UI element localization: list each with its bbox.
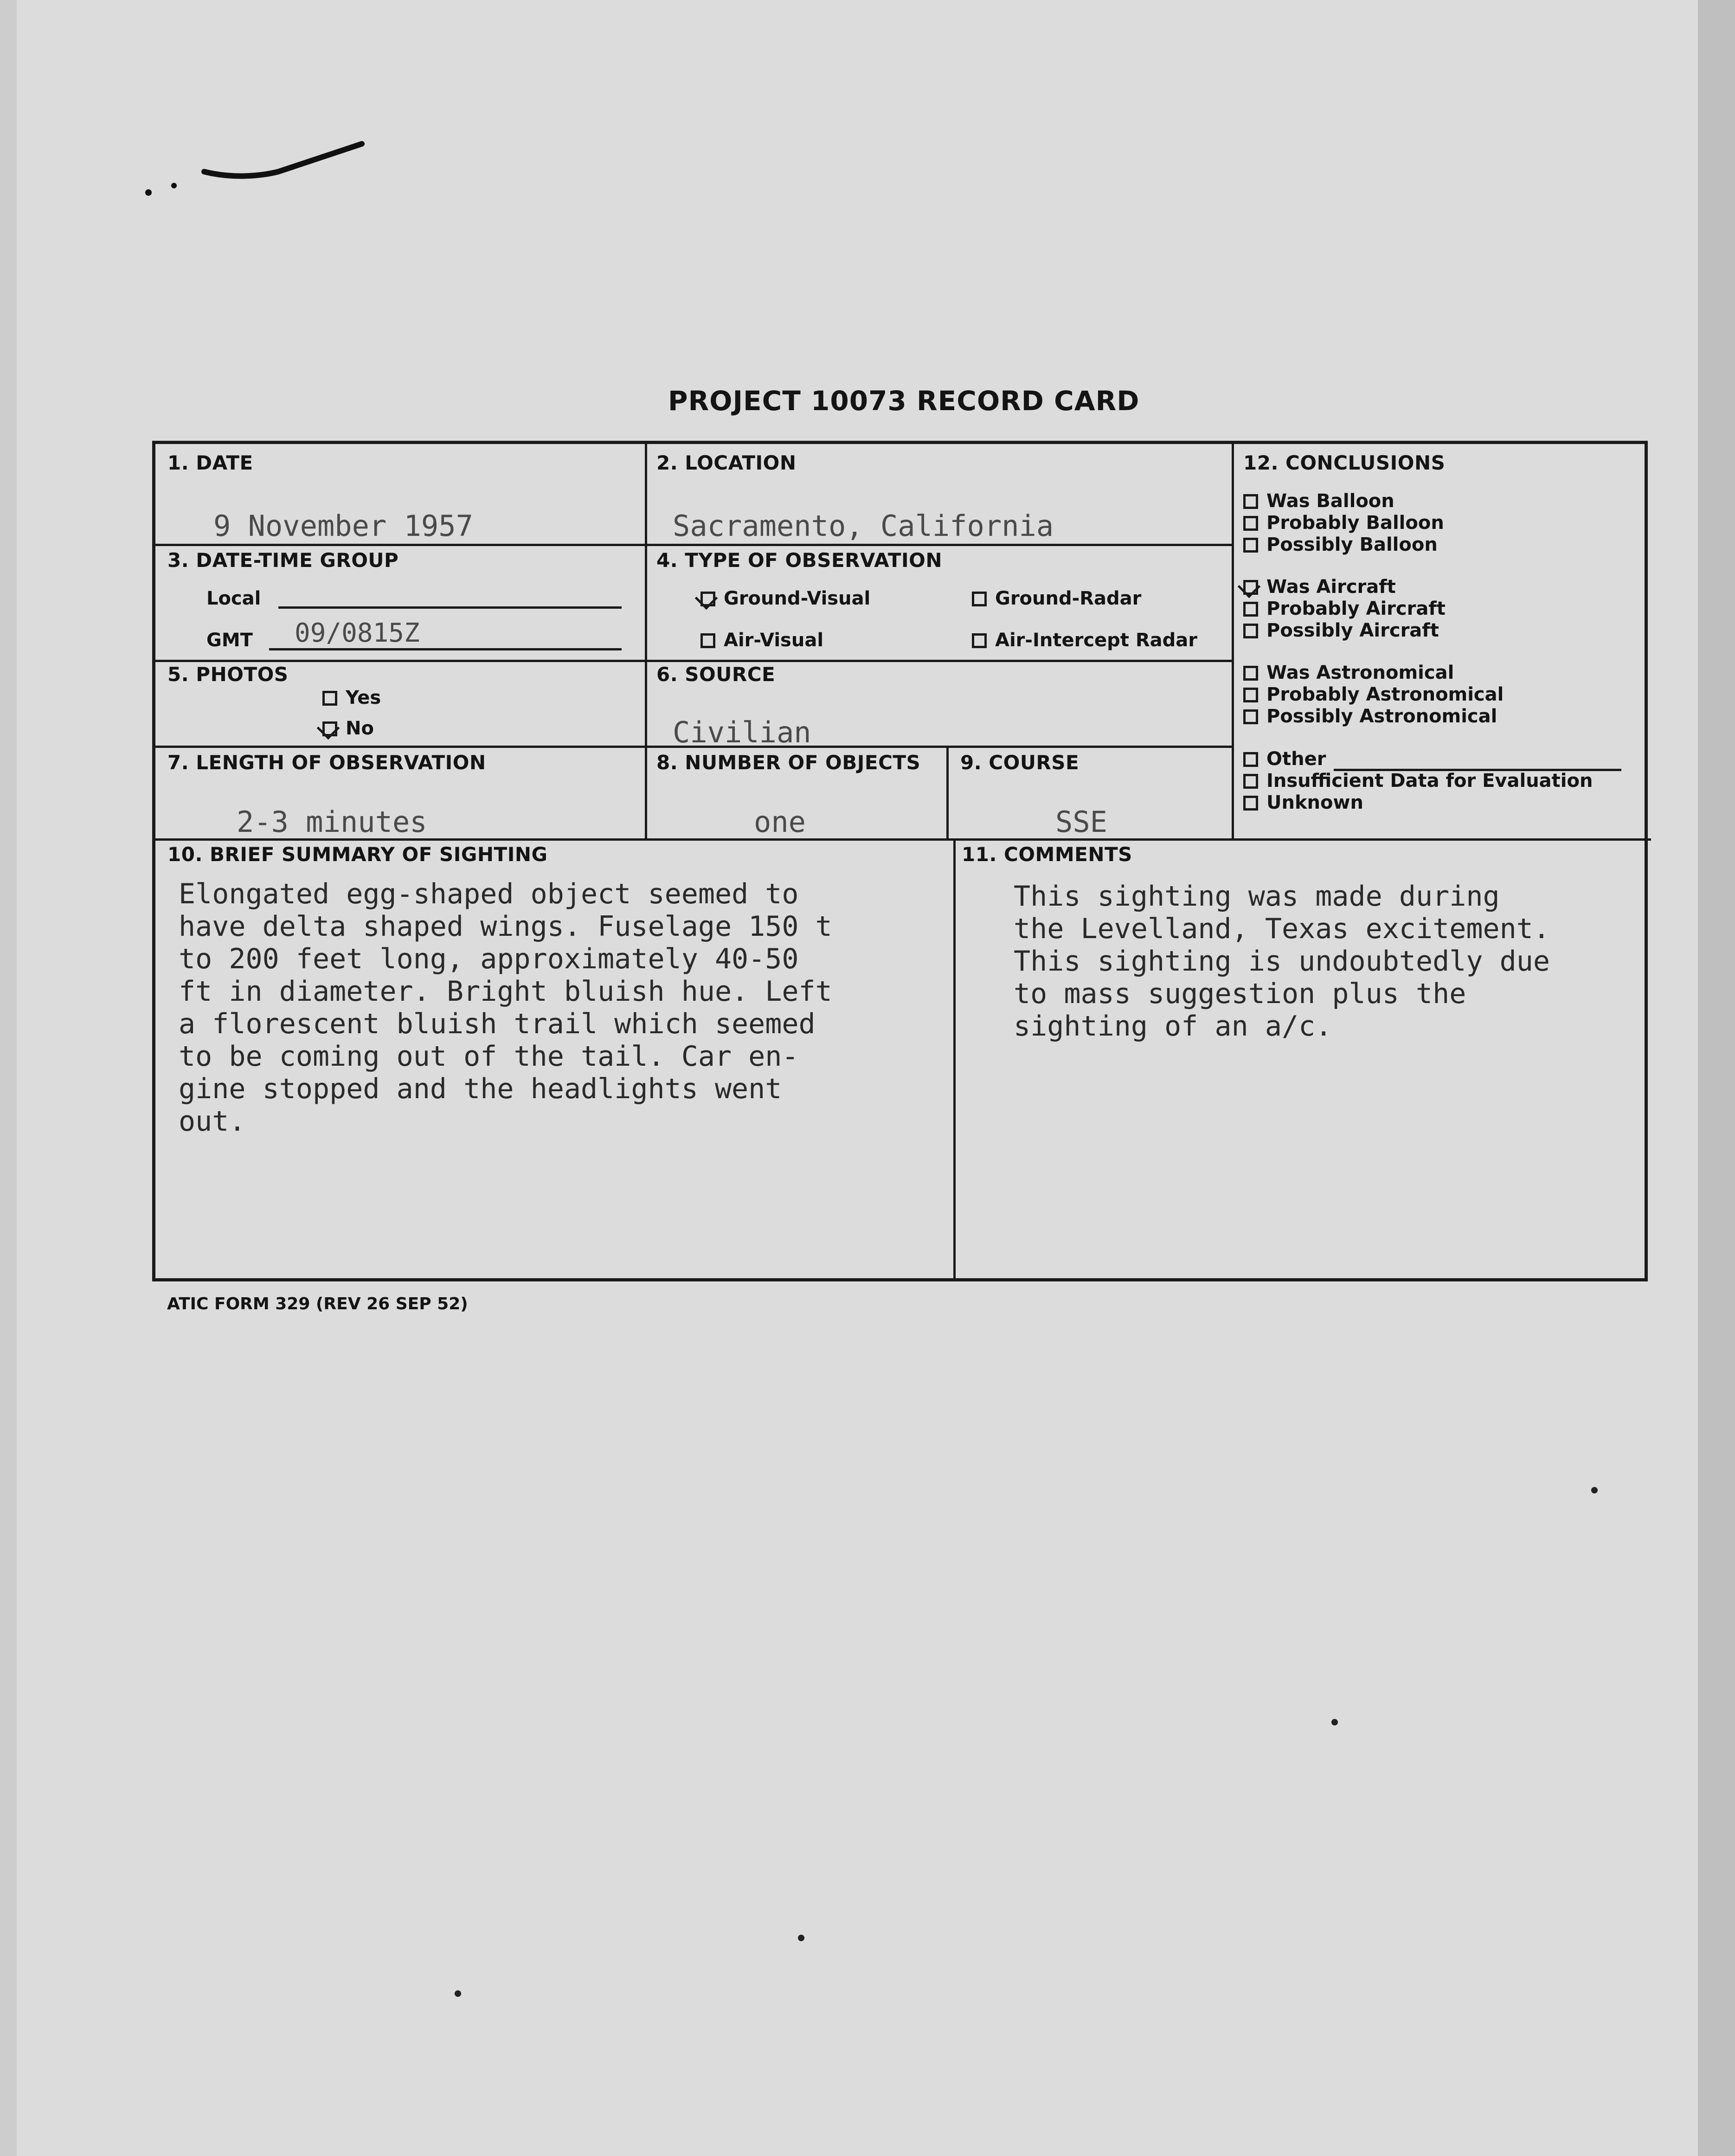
form-id: ATIC FORM 329 (REV 26 SEP 52): [167, 1294, 468, 1313]
record-card: [152, 441, 1648, 1281]
conclusion-label: Probably Astronomical: [1266, 684, 1504, 705]
comments-line: the Levelland, Texas excitement.: [1014, 913, 1550, 945]
speck: [798, 1935, 804, 1941]
comments-line: This sighting is undoubtedly due: [1014, 945, 1550, 978]
photos-yes-checkbox[interactable]: [322, 691, 337, 706]
summary-line: a florescent bluish trail which seemed: [179, 1008, 816, 1040]
conclusion-checkbox[interactable]: [1243, 580, 1258, 595]
grid-line: [155, 544, 1232, 546]
conclusion-label: Insufficient Data for Evaluation: [1266, 770, 1593, 792]
dtg-local-label: Local: [206, 588, 261, 609]
conclusion-label: Probably Aircraft: [1266, 598, 1446, 619]
comments-line: sighting of an a/c.: [1014, 1010, 1332, 1043]
conclusion-label: Possibly Aircraft: [1266, 620, 1439, 641]
conclusion-checkbox[interactable]: [1243, 774, 1258, 789]
summary-line: to 200 feet long, approximately 40-50: [179, 943, 799, 975]
grid-line: [946, 746, 949, 841]
conclusion-checkbox[interactable]: [1243, 688, 1258, 702]
dtg-local-line: [278, 606, 622, 609]
conclusion-checkbox[interactable]: [1243, 602, 1258, 617]
length-label: 7. LENGTH OF OBSERVATION: [167, 751, 486, 774]
source-label: 6. SOURCE: [656, 663, 776, 686]
scan-edge-left: [0, 0, 17, 2156]
comments-text: [1014, 880, 1550, 1043]
length-value: 2-3 minutes: [237, 805, 427, 839]
location-value: Sacramento, California: [673, 509, 1054, 543]
air-intercept-radar-label: Air-Intercept Radar: [995, 630, 1197, 651]
ground-radar-label: Ground-Radar: [995, 588, 1142, 609]
conclusion-checkbox[interactable]: [1243, 752, 1258, 767]
conclusion-checkbox[interactable]: [1243, 516, 1258, 531]
speck: [1331, 1719, 1338, 1725]
objects-label: 8. NUMBER OF OBJECTS: [656, 751, 921, 774]
conclusion-checkbox[interactable]: [1243, 709, 1258, 724]
photos-no-label: No: [346, 718, 374, 739]
air-intercept-radar-checkbox[interactable]: [972, 633, 987, 648]
ground-visual-label: Ground-Visual: [724, 588, 871, 609]
air-visual-label: Air-Visual: [724, 630, 824, 651]
conclusions-label: 12. CONCLUSIONS: [1243, 451, 1446, 474]
summary-line: out.: [179, 1105, 246, 1138]
summary-label: 10. BRIEF SUMMARY OF SIGHTING: [167, 843, 548, 866]
dtg-gmt-value: 09/0815Z: [295, 618, 420, 648]
date-value: 9 November 1957: [213, 509, 473, 543]
conclusion-checkbox[interactable]: [1243, 494, 1258, 509]
conclusion-label: Probably Balloon: [1266, 512, 1444, 534]
observation-type-label: 4. TYPE OF OBSERVATION: [656, 549, 943, 572]
conclusion-label: Was Astronomical: [1266, 662, 1454, 683]
conclusion-label: Unknown: [1266, 792, 1363, 813]
summary-line: have delta shaped wings. Fuselage 150 t: [179, 910, 832, 943]
grid-line: [155, 660, 1232, 662]
conclusion-label: Was Balloon: [1266, 490, 1394, 512]
air-visual-checkbox[interactable]: [700, 633, 715, 648]
comments-label: 11. COMMENTS: [962, 843, 1132, 866]
objects-value: one: [754, 805, 806, 839]
pen-stroke-mark: [139, 139, 380, 204]
dtg-gmt-label: GMT: [206, 630, 253, 651]
dtg-label: 3. DATE-TIME GROUP: [167, 549, 399, 572]
conclusion-checkbox[interactable]: [1243, 796, 1258, 811]
comments-line: to mass suggestion plus the: [1014, 978, 1466, 1010]
course-value: SSE: [1055, 805, 1107, 839]
photos-yes-label: Yes: [346, 687, 381, 708]
speck: [455, 1990, 461, 1997]
photos-label: 5. PHOTOS: [167, 663, 289, 686]
date-label: 1. DATE: [167, 451, 253, 474]
location-label: 2. LOCATION: [656, 451, 797, 474]
card-title: PROJECT 10073 RECORD CARD: [668, 385, 1140, 417]
grid-line: [1232, 444, 1234, 841]
ground-radar-checkbox[interactable]: [972, 592, 987, 606]
conclusion-checkbox[interactable]: [1243, 624, 1258, 638]
source-value: Civilian: [673, 715, 811, 749]
summary-line: gine stopped and the headlights went: [179, 1073, 782, 1105]
photos-no-checkbox[interactable]: [322, 721, 337, 736]
scan-edge-right: [1698, 0, 1735, 2156]
summary-line: to be coming out of the tail. Car en-: [179, 1040, 799, 1073]
conclusion-label: Was Aircraft: [1266, 576, 1396, 598]
conclusion-checkbox[interactable]: [1243, 666, 1258, 681]
conclusion-label: Possibly Balloon: [1266, 534, 1438, 555]
course-label: 9. COURSE: [960, 751, 1080, 774]
grid-line: [953, 838, 956, 1281]
speck: [1591, 1487, 1598, 1493]
summary-line: Elongated egg-shaped object seemed to: [179, 878, 799, 910]
conclusion-label: Other: [1266, 748, 1326, 770]
conclusion-checkbox[interactable]: [1243, 538, 1258, 553]
conclusion-label: Possibly Astronomical: [1266, 706, 1497, 727]
dtg-gmt-line: [269, 648, 622, 650]
ground-visual-checkbox[interactable]: [700, 592, 715, 606]
summary-text: [179, 878, 832, 1138]
comments-line: This sighting was made during: [1014, 880, 1500, 913]
grid-line: [645, 444, 647, 841]
summary-line: ft in diameter. Bright bluish hue. Left: [179, 975, 832, 1008]
